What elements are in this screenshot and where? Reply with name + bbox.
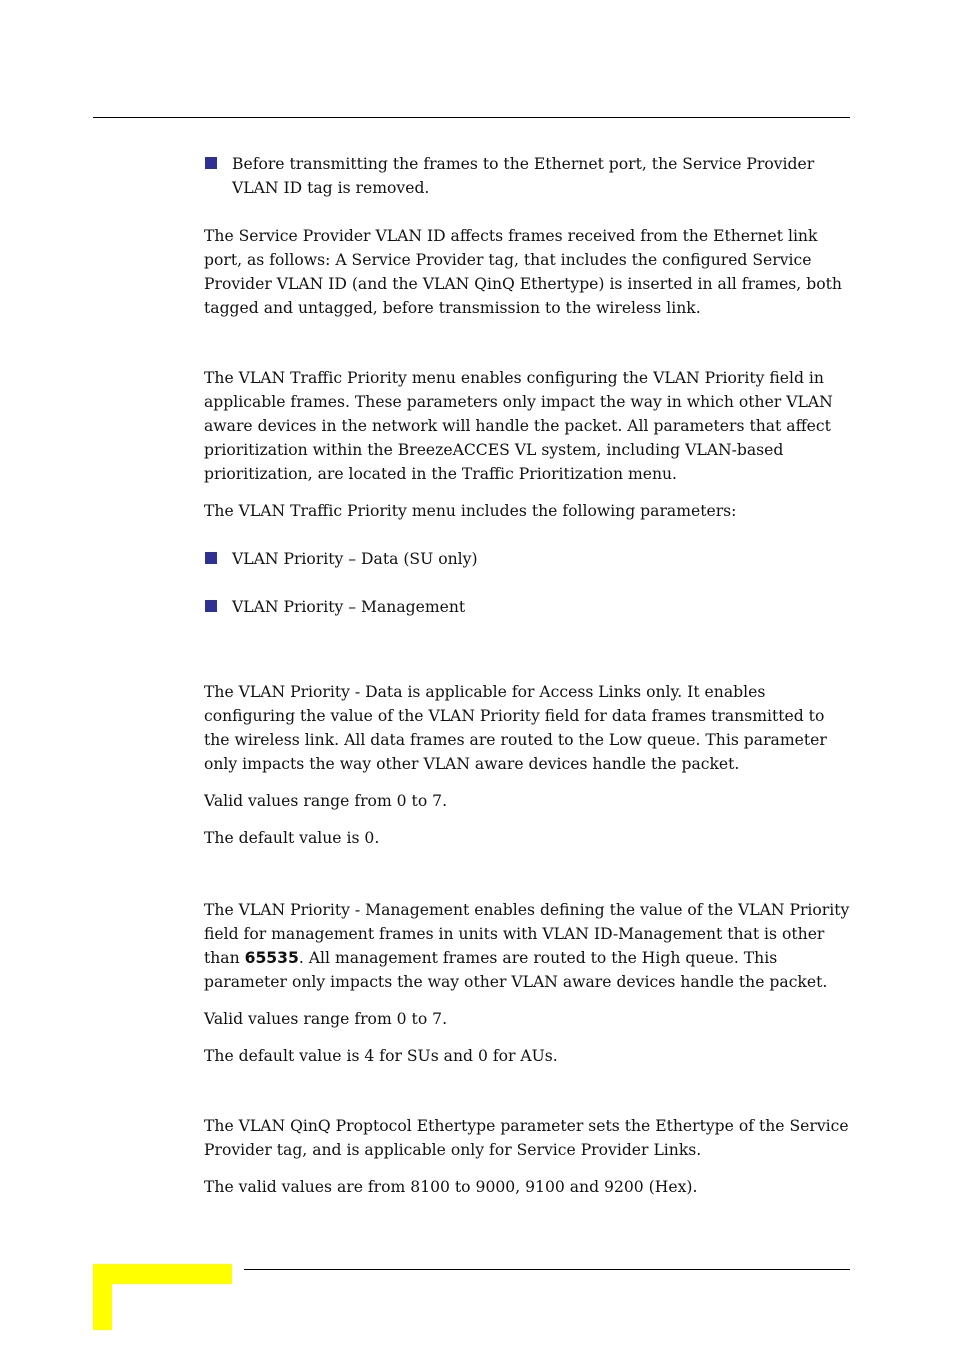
footer-corner-mark xyxy=(93,1264,232,1284)
header-rule xyxy=(93,117,850,118)
bullet-text: Before transmitting the frames to the Ethernet port, the Service Provider VLAN ID tag is removed. xyxy=(232,155,815,197)
bullet-priority-data xyxy=(204,547,852,571)
bullet-square-icon xyxy=(205,552,217,564)
paragraph-priority-data-range: Valid values range from 0 to 7. xyxy=(204,792,448,810)
paragraph-priority-data-default: The default value is 0. xyxy=(204,829,380,847)
mgmt-text-before: The VLAN Priority - Management enables defining the value of the VLAN Priority field for management frames in units with VLAN ID-Management that is other than xyxy=(204,901,850,967)
paragraph-priority-data-description: The VLAN Priority - Data is applicable for Access Links only. It enables configuring the value of the VLAN Priority field for data frames transmitted to the wireless link. All data frames are routed to the Low queue. This parameter only impacts the way other VLAN aware devices handle the packet. xyxy=(204,683,827,773)
paragraph-priority-management-range: Valid values range from 0 to 7. xyxy=(204,1010,448,1028)
paragraph-qinq-description: The VLAN QinQ Proptocol Ethertype parameter sets the Ethertype of the Service Provider tag, and is applicable only for Service Provider Links. xyxy=(204,1117,849,1159)
footer-corner-mark-vertical xyxy=(93,1264,112,1330)
mgmt-text-after: . All management frames are routed to the High queue. This parameter only impacts the way other VLAN aware devices handle the packet. xyxy=(204,949,828,991)
paragraph-menu-includes: The VLAN Traffic Priority menu includes the following parameters: xyxy=(204,502,737,520)
paragraph-priority-menu: The VLAN Traffic Priority menu enables configuring the VLAN Priority field in applicable frames. These parameters only impact the way in which other VLAN aware devices in the network will handle the packet. All parameters that affect prioritization within the BreezeACCES VL system, including VLAN-based prioritization, are located in the Traffic Prioritization menu. xyxy=(204,369,833,483)
bullet-priority-management xyxy=(204,595,852,619)
bullet-sp-tag-removed xyxy=(204,152,852,200)
bullet-text: VLAN Priority – Management xyxy=(232,598,466,616)
mgmt-vlan-id-value: 65535 xyxy=(244,949,299,967)
bullet-square-icon xyxy=(205,157,217,169)
paragraph-sp-vlan-id: The Service Provider VLAN ID affects frames received from the Ethernet link port, as follows: A Service Provider tag, that includes the configured Service Provider VLAN ID (and the VLAN QinQ Ethertype) is inserted in all frames, both tagged and untagged, before transmission to the wireless link. xyxy=(204,227,842,317)
paragraph-priority-management-description xyxy=(204,898,852,994)
paragraph-qinq-values: The valid values are from 8100 to 9000, 9100 and 9200 (Hex). xyxy=(204,1178,698,1196)
bullet-square-icon xyxy=(205,600,217,612)
footer-rule xyxy=(244,1269,850,1270)
bullet-text: VLAN Priority – Data (SU only) xyxy=(232,550,478,568)
paragraph-priority-management-default: The default value is 4 for SUs and 0 for AUs. xyxy=(204,1047,558,1065)
